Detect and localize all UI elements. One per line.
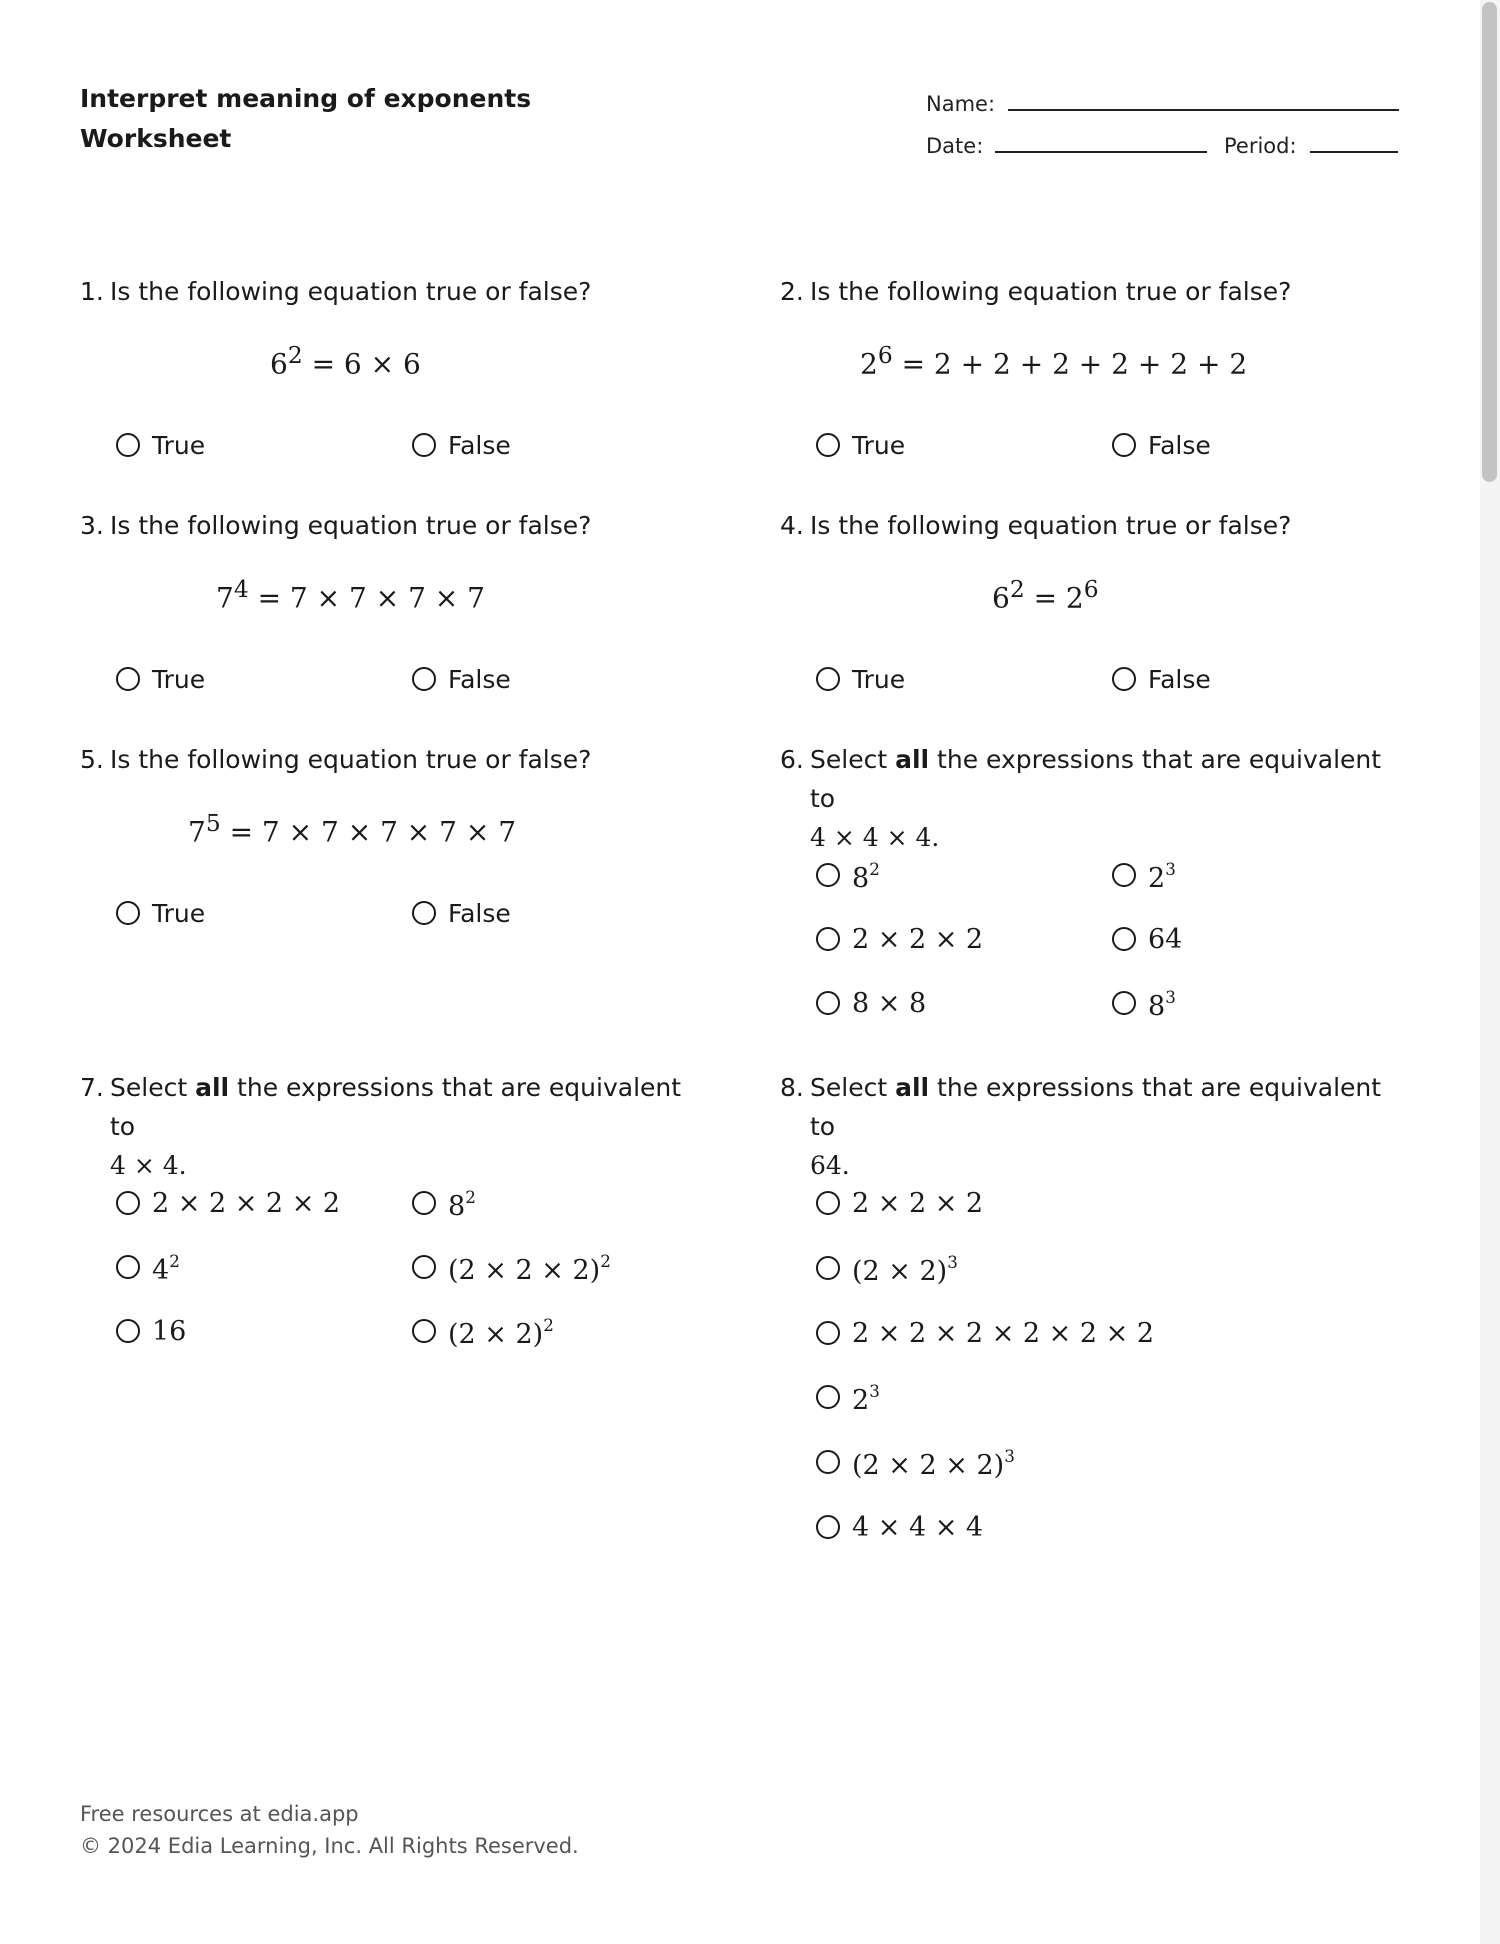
radio-circle[interactable]	[816, 991, 840, 1015]
radio-circle[interactable]	[1112, 863, 1136, 887]
option-false[interactable]: False	[1112, 662, 1211, 696]
radio-circle[interactable]	[116, 433, 140, 457]
radio-circle[interactable]	[412, 1319, 436, 1343]
option[interactable]: $(2 \times 2)^2$	[412, 1314, 554, 1348]
emphasis: all	[895, 745, 930, 774]
option[interactable]: 2 × 2 × 2	[816, 1186, 983, 1220]
target-expression: 4 × 4.	[110, 1151, 187, 1180]
name-line[interactable]	[1008, 109, 1399, 111]
radio-circle[interactable]	[816, 433, 840, 457]
option[interactable]: $2^3$	[816, 1380, 880, 1414]
question-number: 6.	[780, 745, 804, 774]
question-number: 8.	[780, 1073, 804, 1102]
option[interactable]: 2 × 2 × 2	[816, 922, 983, 956]
question-number: 3.	[80, 511, 104, 540]
equation: $7^4 = 7 \times 7 \times 7 \times 7$	[216, 575, 485, 615]
radio-circle[interactable]	[116, 667, 140, 691]
date-label: Date:	[926, 134, 984, 158]
emphasis: all	[895, 1073, 930, 1102]
option[interactable]: $8^3$	[1112, 986, 1176, 1020]
equation: $2^6 = 2 + 2 + 2 + 2 + 2 + 2$	[860, 341, 1248, 381]
radio-circle[interactable]	[816, 1256, 840, 1280]
emphasis: all	[195, 1073, 230, 1102]
target-expression: 4 × 4 × 4.	[810, 823, 940, 852]
option[interactable]: $(2 \times 2)^3$	[816, 1251, 958, 1285]
scrollbar-thumb[interactable]	[1482, 2, 1497, 482]
option[interactable]: $2^3$	[1112, 858, 1176, 892]
option[interactable]: $8^2$	[412, 1186, 476, 1220]
target-expression: 64.	[810, 1151, 850, 1180]
radio-circle[interactable]	[116, 1191, 140, 1215]
option-true[interactable]: True	[816, 662, 905, 696]
footer-copyright: © 2024 Edia Learning, Inc. All Rights Reserved.	[80, 1834, 579, 1858]
option[interactable]: 4 × 4 × 4	[816, 1510, 983, 1544]
radio-circle[interactable]	[1112, 433, 1136, 457]
radio-circle[interactable]	[816, 667, 840, 691]
option[interactable]: 2 × 2 × 2 × 2	[116, 1186, 340, 1220]
radio-circle[interactable]	[816, 927, 840, 951]
option-false[interactable]: False	[412, 428, 511, 462]
radio-circle[interactable]	[412, 1191, 436, 1215]
option[interactable]: 16	[116, 1314, 186, 1348]
radio-circle[interactable]	[816, 1385, 840, 1409]
option[interactable]: $4^2$	[116, 1250, 180, 1284]
option[interactable]: 64	[1112, 922, 1182, 956]
question-prompt: Select all the expressions that are equivalent to 4 × 4.	[110, 1073, 682, 1180]
radio-circle[interactable]	[816, 1515, 840, 1539]
option-true[interactable]: True	[816, 428, 905, 462]
radio-circle[interactable]	[816, 1191, 840, 1215]
option-false[interactable]: False	[412, 662, 511, 696]
option[interactable]: $(2 \times 2 \times 2)^3$	[816, 1445, 1015, 1479]
worksheet-subtitle: Worksheet	[80, 124, 232, 153]
question-prompt: Select all the expressions that are equivalent to 4 × 4 × 4.	[810, 745, 1382, 852]
radio-circle[interactable]	[412, 901, 436, 925]
option-false[interactable]: False	[1112, 428, 1211, 462]
scrollbar-track[interactable]	[1480, 0, 1500, 1944]
question-prompt: Is the following equation true or false?	[810, 511, 1292, 540]
radio-circle[interactable]	[412, 433, 436, 457]
date-line[interactable]	[995, 151, 1207, 153]
radio-circle[interactable]	[816, 863, 840, 887]
radio-circle[interactable]	[116, 901, 140, 925]
radio-circle[interactable]	[1112, 991, 1136, 1015]
question-number: 4.	[780, 511, 804, 540]
period-label: Period:	[1224, 134, 1297, 158]
footer-resources: Free resources at edia.app	[80, 1802, 359, 1826]
radio-circle[interactable]	[816, 1321, 840, 1345]
option-true[interactable]: True	[116, 662, 205, 696]
period-line[interactable]	[1310, 151, 1398, 153]
radio-circle[interactable]	[412, 1255, 436, 1279]
name-label: Name:	[926, 92, 996, 116]
question-number: 1.	[80, 277, 104, 306]
radio-circle[interactable]	[1112, 927, 1136, 951]
question-prompt: Is the following equation true or false?	[110, 745, 592, 774]
option[interactable]: $8^2$	[816, 858, 880, 892]
question-prompt: Select all the expressions that are equivalent to 64.	[810, 1073, 1382, 1180]
option-true[interactable]: True	[116, 428, 205, 462]
question-number: 7.	[80, 1073, 104, 1102]
option[interactable]: $(2 \times 2 \times 2)^2$	[412, 1250, 611, 1284]
question-prompt: Is the following equation true or false?	[110, 277, 592, 306]
question-number: 2.	[780, 277, 804, 306]
option-false[interactable]: False	[412, 896, 511, 930]
option-true[interactable]: True	[116, 896, 205, 930]
equation: $6^2 = 2^6$	[992, 575, 1099, 615]
question-prompt: Is the following equation true or false?	[110, 511, 592, 540]
option[interactable]: 8 × 8	[816, 986, 926, 1020]
worksheet-title: Interpret meaning of exponents	[80, 84, 532, 113]
radio-circle[interactable]	[116, 1319, 140, 1343]
radio-circle[interactable]	[116, 1255, 140, 1279]
radio-circle[interactable]	[1112, 667, 1136, 691]
equation: $6^2 = 6 \times 6$	[270, 341, 421, 381]
radio-circle[interactable]	[816, 1450, 840, 1474]
option[interactable]: 2 × 2 × 2 × 2 × 2 × 2	[816, 1316, 1154, 1350]
question-number: 5.	[80, 745, 104, 774]
equation: $7^5 = 7 \times 7 \times 7 \times 7 \times 7$	[188, 809, 517, 849]
question-prompt: Is the following equation true or false?	[810, 277, 1292, 306]
radio-circle[interactable]	[412, 667, 436, 691]
